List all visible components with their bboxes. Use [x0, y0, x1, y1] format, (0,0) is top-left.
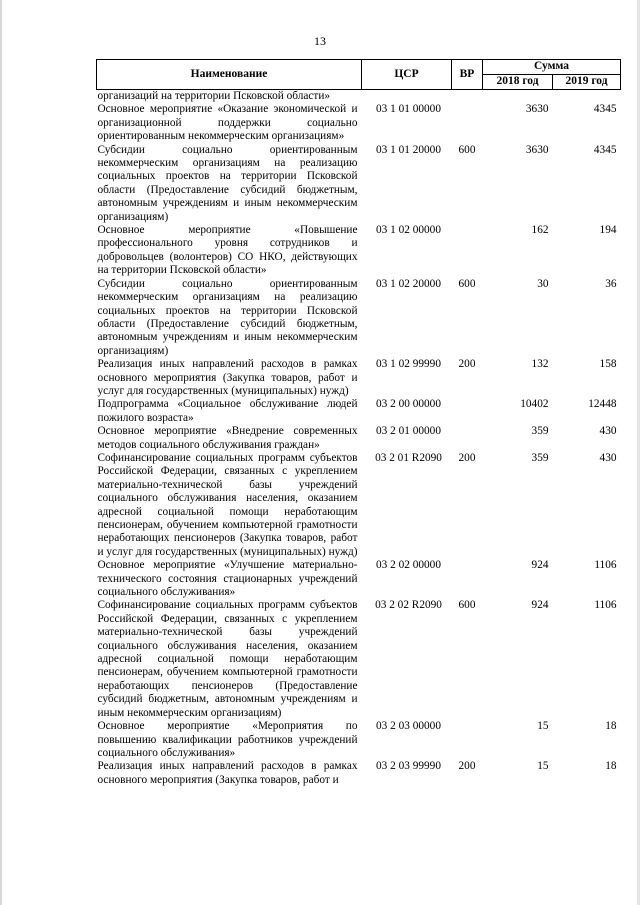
- budget-table: [96, 59, 621, 787]
- row-name-cell: Основное мероприятие «Повышение профессионального уровня сотрудников и добровольцев (волонтеров) СО НКО, действующих на территории Псковской области»: [97, 224, 358, 277]
- row-amount-2019-cell: 1106: [594, 559, 617, 572]
- row-amount-2018-cell: 15: [537, 720, 549, 733]
- header-name: Наименование: [97, 60, 362, 90]
- row-csr-cell: 03 2 03 00000: [376, 720, 441, 733]
- row-amount-2018-cell: 359: [531, 451, 549, 464]
- table-row: [97, 398, 621, 425]
- row-csr-cell: 03 2 02 R2090: [375, 599, 442, 612]
- row-name-cell: Субсидии социально ориентированным некоммерческим организациям на реализацию социальных проектов на территории Псковской области (Предоставление субсидий бюджетным, автономным учреждениям и иным некоммерческим организациям): [97, 277, 358, 357]
- row-amount-2019-cell: 430: [599, 425, 617, 438]
- table-body: [97, 90, 621, 788]
- row-vr-cell: 200: [458, 451, 476, 464]
- row-vr-cell: [452, 103, 483, 143]
- row-name-cell: Реализация иных направлений расходов в рамках основного мероприятия (Закупка товаров, работ и: [97, 760, 358, 786]
- row-vr-cell: 600: [458, 277, 476, 290]
- row-name-cell: Основное мероприятие «Оказание экономической и организационной поддержки социально ориентированным некоммерческим организациям»: [97, 103, 358, 143]
- table-row: [97, 559, 621, 599]
- row-amount-2018-cell: 132: [531, 358, 549, 371]
- row-name-cell: Основное мероприятие «Улучшение материально-технического состояния стационарных учреждений социального обслуживания»: [97, 559, 358, 599]
- row-amount-2018-cell: 30: [537, 277, 549, 290]
- table-row: [97, 224, 621, 278]
- header-csr: ЦСР: [362, 60, 452, 90]
- row-amount-2018-cell: 924: [531, 559, 549, 572]
- row-amount-2018-cell: 359: [531, 425, 549, 438]
- table-row: [97, 278, 621, 358]
- row-csr-cell: [362, 90, 452, 104]
- row-amount-2019-cell: 18: [605, 760, 617, 773]
- row-amount-2019-cell: 158: [599, 358, 617, 371]
- row-amount-2019-cell: 430: [599, 451, 617, 464]
- row-csr-cell: 03 2 03 99990: [376, 760, 441, 773]
- row-amount-2018-cell: 3630: [525, 103, 549, 116]
- row-amount-2019-cell: 12448: [588, 398, 617, 411]
- table-row: [97, 760, 621, 787]
- row-amount-2018-cell: 924: [531, 599, 549, 612]
- row-vr-cell: [452, 224, 483, 278]
- row-csr-cell: 03 1 02 00000: [376, 224, 441, 237]
- row-name-cell: Софинансирование социальных программ субъектов Российской Федерации, связанных с укреплением материально-технической базы учреждений социального обслуживания населения, оказанием адресной социальной помощи неработающим пенсионерам, обучением компьютерной грамотности неработающих пенсионеров (Предоставление субсидий бюджетным, автономным учреждениям и иным некоммерческим организациям): [97, 599, 358, 719]
- row-amount-2018-cell: 10402: [520, 398, 549, 411]
- row-amount-2019-cell: 1106: [594, 599, 617, 612]
- row-vr-cell: [452, 90, 483, 104]
- row-name-cell: Подпрограмма «Социальное обслуживание людей пожилого возраста»: [97, 398, 358, 424]
- row-amount-2018-cell: 15: [537, 760, 549, 773]
- table-row: [97, 90, 621, 104]
- table-row: [97, 358, 621, 398]
- row-csr-cell: 03 1 01 00000: [376, 103, 441, 116]
- row-csr-cell: 03 2 00 00000: [376, 398, 441, 411]
- row-vr-cell: 200: [458, 760, 476, 773]
- budget-table-container: [96, 59, 620, 787]
- row-vr-cell: 200: [458, 358, 476, 371]
- table-row: [97, 425, 621, 452]
- row-vr-cell: [452, 720, 483, 760]
- row-name-cell: Субсидии социально ориентированным некоммерческим организациям на реализацию социальных проектов на территории Псковской области (Предоставление субсидий бюджетным, автономным учреждениям и иным некоммерческим организациям): [97, 143, 358, 223]
- row-amount-2019-cell: 18: [605, 720, 617, 733]
- row-csr-cell: 03 1 02 20000: [376, 277, 441, 290]
- table-row: [97, 103, 621, 143]
- header-year-2018: 2018 год: [483, 75, 553, 90]
- row-amount-2018-cell: 162: [531, 224, 549, 237]
- row-name-cell: Основное мероприятие «Внедрение современных методов социального обслуживания граждан»: [97, 425, 358, 451]
- row-name-cell: Софинансирование социальных программ субъектов Российской Федерации, связанных с укреплением материально-технической базы учреждений социального обслуживания населения, оказанием адресной социальной помощи неработающим пенсионерам, обучением компьютерной грамотности неработающих пенсионеров (Закупка товаров, работ и услуг для государственных (муниципальных) нужд): [97, 451, 358, 558]
- row-name-cell: Основное мероприятие «Мероприятия по повышению квалификации работников учреждений социального обслуживания»: [97, 720, 358, 759]
- row-vr-cell: [452, 425, 483, 452]
- header-vr: ВР: [452, 60, 483, 90]
- table-header: [97, 60, 621, 90]
- row-amount-2019-cell: 36: [605, 277, 617, 290]
- row-amount-2018-cell: [483, 90, 553, 104]
- table-row: [97, 599, 621, 720]
- row-name-cell: Реализация иных направлений расходов в рамках основного мероприятия (Закупка товаров, работ и услуг для государственных (муниципальных) нужд): [97, 358, 358, 397]
- header-sum: Сумма: [483, 60, 621, 75]
- row-amount-2019-cell: 194: [599, 224, 617, 237]
- table-row: [97, 720, 621, 760]
- row-csr-cell: 03 2 02 00000: [376, 559, 441, 572]
- row-vr-cell: 600: [458, 143, 476, 156]
- table-row: [97, 144, 621, 224]
- row-amount-2019-cell: 4345: [593, 103, 617, 116]
- row-amount-2019-cell: [553, 90, 621, 104]
- row-vr-cell: 600: [458, 599, 476, 612]
- page-number: 13: [314, 34, 326, 48]
- scan-edge-left: [0, 0, 2, 905]
- row-csr-cell: 03 1 02 99990: [376, 358, 441, 371]
- row-csr-cell: 03 1 01 20000: [376, 143, 441, 156]
- header-year-2019: 2019 год: [553, 75, 621, 90]
- row-name-cell: организаций на территории Псковской области»: [97, 90, 331, 102]
- row-amount-2018-cell: 3630: [525, 143, 549, 156]
- table-row: [97, 452, 621, 559]
- row-csr-cell: 03 2 01 00000: [376, 425, 441, 438]
- row-amount-2019-cell: 4345: [593, 143, 617, 156]
- row-vr-cell: [452, 398, 483, 425]
- row-vr-cell: [452, 559, 483, 599]
- row-csr-cell: 03 2 01 R2090: [375, 451, 442, 464]
